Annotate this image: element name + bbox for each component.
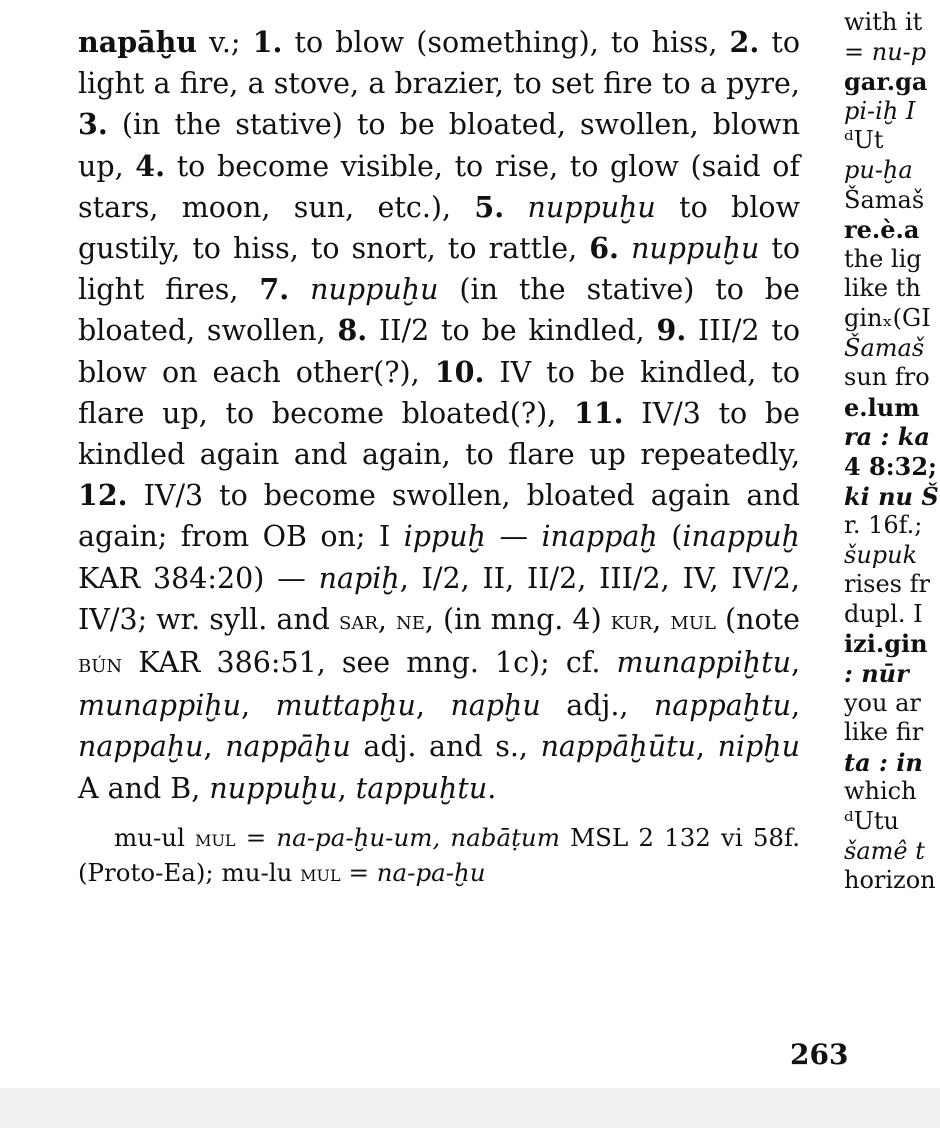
right-column-line: e.lum bbox=[844, 392, 920, 422]
right-column-line: šamê t bbox=[844, 836, 925, 865]
right-column-line: dupl. I bbox=[844, 599, 923, 628]
separator: , bbox=[652, 602, 671, 636]
separator: = bbox=[340, 857, 377, 887]
right-column-line: pi-iḫ I bbox=[844, 96, 916, 125]
sense-number: 8. bbox=[337, 313, 368, 348]
logogram: kur bbox=[610, 605, 653, 636]
sense-number: 4. bbox=[135, 148, 166, 183]
cross-reference: nappaḫtu bbox=[653, 689, 791, 723]
right-column-line: like th bbox=[844, 274, 921, 303]
logogram: bún bbox=[78, 649, 123, 680]
verb-form: ippuḫ bbox=[403, 520, 486, 554]
right-column-line: r. 16f.; bbox=[844, 511, 923, 540]
writing-note: , (in mng. 4) bbox=[424, 602, 611, 636]
separator: ( bbox=[657, 520, 683, 554]
right-column-line: ra : ka bbox=[844, 422, 930, 452]
logogram: mul bbox=[300, 860, 341, 887]
cross-reference: nuppuḫu bbox=[209, 771, 338, 805]
lexical-equivalent: na-pa-ḫu bbox=[376, 857, 486, 887]
sense-number: 10. bbox=[434, 354, 485, 389]
right-column-line: rises fr bbox=[844, 570, 930, 599]
sense-text: to light fires, bbox=[78, 232, 801, 307]
right-column-line: Šamaš bbox=[844, 185, 925, 214]
right-column-line: the lig bbox=[844, 244, 922, 273]
sense-text: II/2 to be kindled, bbox=[367, 314, 657, 348]
sense-text: (in the stative) to be bloated, swollen, bbox=[78, 273, 801, 348]
separator: , bbox=[790, 689, 801, 723]
right-column-line: izi.gin bbox=[844, 629, 928, 659]
sense-text: to blow (something), to hiss, bbox=[282, 26, 730, 59]
entry-paragraph bbox=[78, 22, 800, 809]
right-column-line: sun fro bbox=[844, 363, 930, 392]
right-column-line: 4 8:32; bbox=[844, 451, 937, 481]
verb-form: napiḫ bbox=[318, 561, 400, 595]
right-column-line: ᵈUtu bbox=[844, 807, 899, 836]
cross-reference: muttapḫu bbox=[275, 689, 416, 723]
sense-text: to light a fire, a stove, a brazier, to set fire to a pyre, bbox=[78, 26, 801, 101]
right-column-line: ta : in bbox=[844, 747, 923, 777]
sense-text: IV to be kindled, to flare up, to become bloated(?), bbox=[78, 355, 800, 430]
separator: . bbox=[487, 771, 497, 805]
right-column-line: horizon bbox=[844, 866, 936, 895]
separator: adj. and s., bbox=[350, 730, 541, 764]
lexical-equivalent: na-pa-ḫu-um, nabāṭum bbox=[276, 822, 560, 852]
cross-reference: nappāḫu bbox=[225, 730, 351, 764]
page-bottom-margin bbox=[0, 1088, 940, 1128]
sense-number: 5. bbox=[474, 189, 505, 224]
right-column-line: gar.ga bbox=[844, 67, 928, 97]
cross-reference: napḫu bbox=[450, 689, 541, 723]
sense-number: 9. bbox=[656, 313, 687, 348]
separator: , bbox=[337, 771, 356, 805]
right-column bbox=[844, 8, 940, 896]
sense-number: 1. bbox=[252, 25, 283, 59]
reference: KAR 384:20) bbox=[78, 561, 265, 595]
separator: , bbox=[241, 689, 276, 723]
sense-number: 11. bbox=[574, 395, 624, 430]
right-column-line: with it bbox=[844, 8, 923, 36]
separator: — bbox=[264, 561, 319, 595]
separator: = bbox=[235, 822, 277, 852]
right-column-line: Šamaš bbox=[844, 333, 925, 362]
sense-text: III/2 to blow on each other(?), bbox=[78, 314, 800, 389]
logogram: mul bbox=[670, 605, 716, 636]
stems-text: , I/2, II, II/2, III/2, IV, IV/2, IV/3; wr. syll. and bbox=[78, 561, 800, 636]
cross-reference: munappiḫu bbox=[78, 689, 242, 723]
separator: adj., bbox=[540, 689, 654, 723]
logogram: ne bbox=[396, 605, 425, 636]
separator: , bbox=[790, 646, 800, 680]
separator: , bbox=[203, 730, 226, 764]
cross-reference: nappāḫūtu bbox=[540, 730, 696, 764]
cross-reference: tappuḫtu bbox=[355, 771, 488, 805]
stem-form: nuppuḫu bbox=[527, 190, 656, 224]
reference: KAR 386:51, see mng. 1c); cf. bbox=[122, 646, 617, 680]
sense-number: 12. bbox=[78, 478, 128, 513]
writing-note: (note bbox=[715, 602, 800, 636]
stem-form: nuppuḫu bbox=[631, 232, 760, 266]
main-column bbox=[78, 22, 800, 891]
right-column-line: pu-ḫa bbox=[844, 155, 913, 184]
cross-reference: nipḫu bbox=[717, 730, 801, 764]
verb-form: inappuḫ bbox=[682, 520, 800, 554]
right-column-line: you ar bbox=[844, 688, 921, 717]
separator: , bbox=[695, 730, 718, 764]
sense-text: to blow gustily, to hiss, to snort, to rattle, bbox=[78, 190, 800, 266]
right-column-line: : nūr bbox=[844, 659, 909, 689]
lexical-reference: MSL 2 132 vi 58f. (Proto-Ea); mu-lu bbox=[78, 822, 800, 887]
separator: , bbox=[415, 689, 451, 723]
sense-text: (in the stative) to be bloated, swollen, blown up, bbox=[78, 108, 800, 183]
page-number: 263 bbox=[790, 1038, 849, 1071]
right-column-line: = nu-p bbox=[844, 37, 927, 66]
logogram: mul bbox=[195, 825, 236, 852]
headword: napāḫu bbox=[78, 25, 198, 59]
sense-number: 7. bbox=[259, 272, 290, 307]
separator: — bbox=[486, 520, 542, 554]
part-of-speech: v.; bbox=[209, 26, 241, 59]
lexical-paragraph bbox=[78, 821, 800, 891]
right-column-line: which bbox=[844, 777, 917, 806]
right-column-line: ᵈUt bbox=[844, 126, 884, 155]
right-column-line: ki nu Š bbox=[844, 481, 939, 511]
separator: , bbox=[377, 602, 397, 636]
sense-number: 3. bbox=[78, 107, 108, 142]
lexical-text: mu-ul bbox=[114, 822, 196, 852]
separator: A and B, bbox=[78, 771, 210, 805]
stem-form: nuppuḫu bbox=[310, 273, 439, 307]
cross-reference: munappiḫtu bbox=[616, 646, 791, 680]
logogram: sar bbox=[339, 605, 378, 636]
sense-text: IV/3 to be kindled again and again, to flare up repeatedly, bbox=[78, 396, 800, 472]
right-column-line: šupuk bbox=[844, 540, 918, 569]
cross-reference: nappaḫu bbox=[78, 730, 204, 764]
sense-text: to become visible, to rise, to glow (said of stars, moon, sun, etc.), bbox=[78, 149, 800, 224]
sense-number: 2. bbox=[729, 25, 760, 59]
right-column-line: ginₓ(GI bbox=[844, 303, 931, 332]
sense-text: IV/3 to become swollen, bloated again and again; from OB on; I bbox=[78, 479, 800, 554]
sense-number: 6. bbox=[589, 231, 619, 266]
verb-form: inappaḫ bbox=[541, 520, 658, 554]
right-column-line: like fir bbox=[844, 718, 924, 747]
right-column-line: re.è.a bbox=[844, 215, 920, 245]
